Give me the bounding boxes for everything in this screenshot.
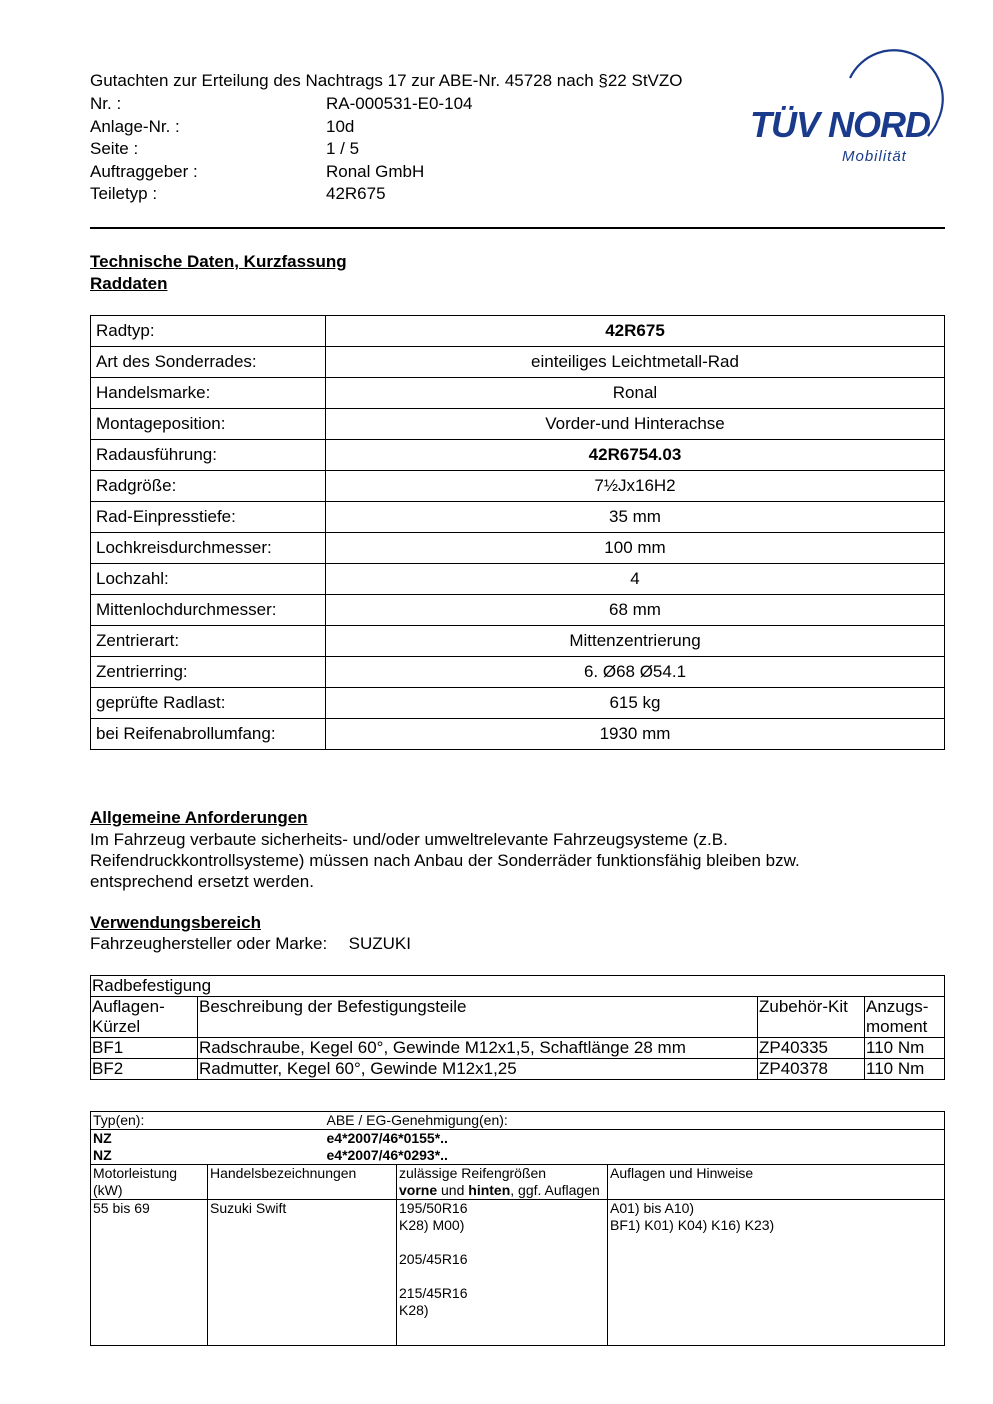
wheel-data-value: 4 (326, 564, 945, 595)
section-title-technical-data: Technische Daten, Kurzfassung (90, 252, 347, 271)
wheel-data-row (91, 316, 945, 347)
wheel-data-row (91, 688, 945, 719)
cell-line: BF1) K01) K04) K16) K23) (610, 1217, 775, 1233)
col-notes: Auflagen und Hinweise (608, 1165, 945, 1200)
header-key: Anlage-Nr. : (90, 116, 180, 136)
section-title-general: Allgemeine Anforderungen (90, 808, 308, 827)
col-tires: zulässige Reifengrößen vorne und hinten, ggf. Auflagen (397, 1165, 608, 1200)
header-value: 42R675 (326, 184, 386, 203)
wheel-data-value: Vorder-und Hinterachse (326, 409, 945, 440)
cell-line: 205/45R16 (399, 1251, 468, 1267)
wheel-data-row (91, 657, 945, 688)
header-torque: Anzugs- moment (865, 997, 945, 1038)
wheel-data-value: 1930 mm (326, 719, 945, 750)
mounting-row (91, 1059, 945, 1080)
wheel-data-value: 6. Ø68 Ø54.1 (326, 657, 945, 688)
wheel-data-key: Zentrierring: (91, 657, 326, 688)
wheel-data-value: einteiliges Leichtmetall-Rad (326, 347, 945, 378)
general-text: Im Fahrzeug verbaute sicherheits- und/oder umweltrelevante Fahrzeugsysteme (z.B. Reifendruckkontrollsysteme) müssen nach Anbau der Sonderräder funktionsfähig bleiben bzw. entsprechend ersetzt werden. (90, 830, 800, 891)
wheel-data-row (91, 533, 945, 564)
mounting-code: BF2 (91, 1059, 198, 1080)
mounting-kit: ZP40335 (758, 1038, 865, 1059)
wheel-data-row (91, 347, 945, 378)
abe-label: ABE / EG-Genehmigung(en): (325, 1112, 945, 1130)
wheel-data-key: geprüfte Radlast: (91, 688, 326, 719)
abe-entries: e4*2007/46*0155*.. e4*2007/46*0293*.. (325, 1130, 945, 1165)
wheel-data-key: Zentrierart: (91, 626, 326, 657)
header-description: Beschreibung der Befestigungsteile (198, 997, 758, 1038)
wheel-data-table (90, 315, 945, 750)
cell-line: 195/50R16 (399, 1200, 468, 1216)
mounting-torque: 110 Nm (865, 1059, 945, 1080)
wheel-data-value: Ronal (326, 378, 945, 409)
mounting-header-row (91, 997, 945, 1038)
cell-line: A01) bis A10) (610, 1200, 695, 1216)
document-title: Gutachten zur Erteilung des Nachtrags 17 zur ABE-Nr. 45728 nach §22 StVZO (90, 71, 683, 90)
cell-line: K28) (399, 1302, 429, 1318)
header-divider (90, 227, 945, 229)
header-key: Nr. : (90, 94, 122, 113)
logo-subtitle: Mobilität (842, 148, 907, 165)
power-value: 55 bis 69 (91, 1200, 208, 1346)
section-title-usage: Verwendungsbereich (90, 913, 261, 932)
cell-line (399, 1268, 605, 1285)
header-value: 10d (326, 116, 355, 136)
mounting-desc: Radschraube, Kegel 60°, Gewinde M12x1,5, Schaftlänge 28 mm (198, 1038, 758, 1059)
type-approval-table (90, 1111, 945, 1346)
manufacturer-line (90, 933, 950, 954)
type-columns-row (91, 1165, 945, 1200)
wheel-data-key: Radausführung: (91, 440, 326, 471)
wheel-data-key: Handelsmarke: (91, 378, 326, 409)
wheel-data-key: Radgröße: (91, 471, 326, 502)
type-entry-row (91, 1130, 945, 1165)
header-kit: Zubehör-Kit (758, 997, 865, 1038)
mounting-title: Radbefestigung (91, 976, 945, 997)
wheel-data-row (91, 440, 945, 471)
mounting-title-row (91, 976, 945, 997)
mounting-kit: ZP40378 (758, 1059, 865, 1080)
tuv-nord-logo (750, 48, 950, 168)
wheel-data-row (91, 626, 945, 657)
header-key: Teiletyp : (90, 184, 158, 203)
header-key: Auftraggeber : (90, 161, 198, 181)
type-entries: NZ NZ (91, 1130, 325, 1165)
mounting-row (91, 1038, 945, 1059)
wheel-data-key: Lochzahl: (91, 564, 326, 595)
header-code: Auflagen- Kürzel (91, 997, 198, 1038)
mounting-code: BF1 (91, 1038, 198, 1059)
wheel-data-row (91, 409, 945, 440)
wheel-data-key: bei Reifenabrollumfang: (91, 719, 326, 750)
wheel-data-row (91, 502, 945, 533)
col-power: Motorleistung (kW) (91, 1165, 208, 1200)
wheel-data-key: Lochkreisdurchmesser: (91, 533, 326, 564)
wheel-data-row (91, 564, 945, 595)
manufacturer-value: SUZUKI (348, 934, 411, 953)
wheel-data-row (91, 719, 945, 750)
header-value: Ronal GmbH (326, 161, 425, 181)
wheel-data-value: Mittenzentrierung (326, 626, 945, 657)
cell-line (399, 1234, 605, 1251)
cell-line: K28) M00) (399, 1217, 465, 1233)
cell-line: 215/45R16 (399, 1285, 468, 1301)
wheel-data-value: 42R6754.03 (326, 440, 945, 471)
name-value: Suzuki Swift (208, 1200, 397, 1346)
header-key: Seite : (90, 139, 139, 158)
wheel-data-value: 42R675 (326, 316, 945, 347)
wheel-data-key: Radtyp: (91, 316, 326, 347)
notes-value (608, 1200, 945, 1346)
wheel-data-row (91, 471, 945, 502)
wheel-data-row (91, 595, 945, 626)
mounting-torque: 110 Nm (865, 1038, 945, 1059)
wheel-data-value: 68 mm (326, 595, 945, 626)
wheel-data-key: Montageposition: (91, 409, 326, 440)
wheel-data-value: 615 kg (326, 688, 945, 719)
section-subtitle-wheel-data: Raddaten (90, 274, 168, 293)
wheel-data-key: Rad-Einpresstiefe: (91, 502, 326, 533)
wheel-data-key: Mittenlochdurchmesser: (91, 595, 326, 626)
header-value: 1 / 5 (326, 139, 360, 158)
type-label: Typ(en): (91, 1112, 325, 1130)
wheel-data-row (91, 378, 945, 409)
wheel-data-value: 100 mm (326, 533, 945, 564)
header-value: RA-000531-E0-104 (326, 94, 473, 113)
mounting-desc: Radmutter, Kegel 60°, Gewinde M12x1,25 (198, 1059, 758, 1080)
mounting-table (90, 975, 945, 1080)
type-header-row (91, 1112, 945, 1130)
wheel-data-value: 35 mm (326, 502, 945, 533)
manufacturer-label: Fahrzeughersteller oder Marke: (90, 934, 328, 953)
wheel-data-value: 7½Jx16H2 (326, 471, 945, 502)
col-name: Handelsbezeichnungen (208, 1165, 397, 1200)
tires-value (397, 1200, 608, 1346)
logo-text: TÜV NORD (750, 104, 930, 145)
type-data-row (91, 1200, 945, 1346)
wheel-data-key: Art des Sonderrades: (91, 347, 326, 378)
